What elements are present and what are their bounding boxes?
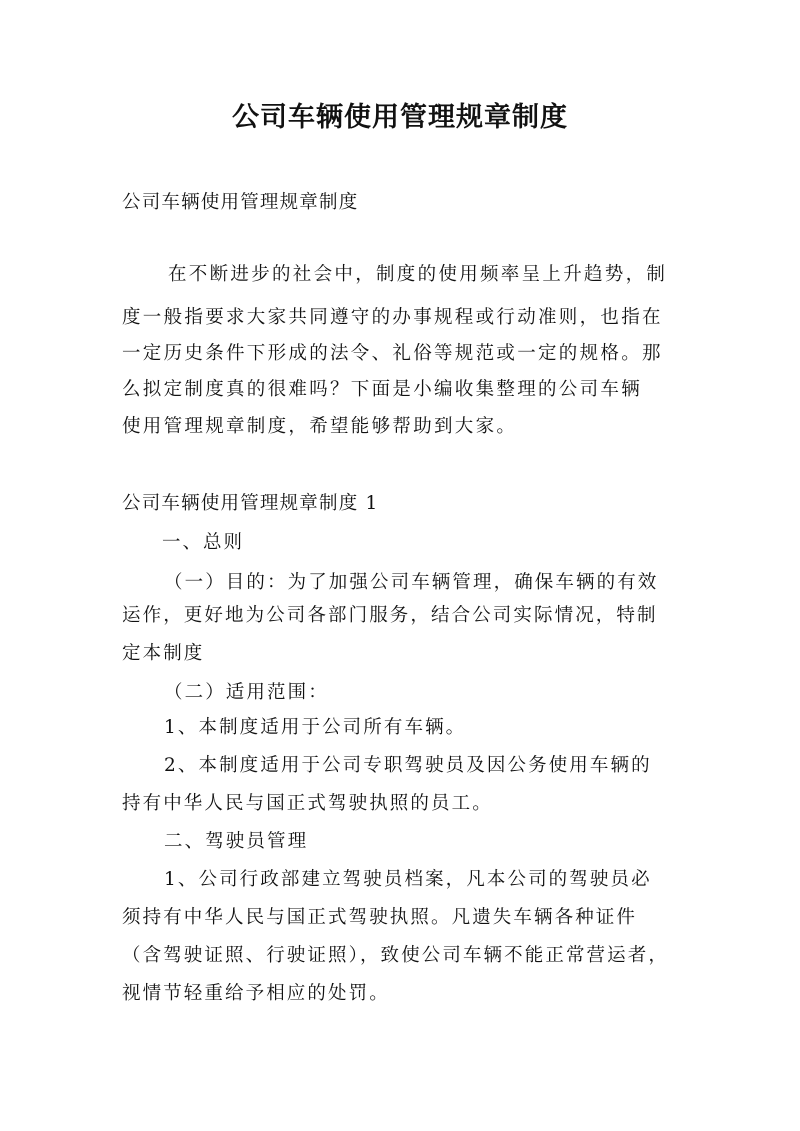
- chapter-heading-driver-management: 二、驾驶员管理: [164, 831, 309, 852]
- body-line: 1、本制度适用于公司所有车辆。: [164, 717, 467, 738]
- document-title: 公司车辆使用管理规章制度: [232, 102, 568, 133]
- section-heading: 公司车辆使用管理规章制度 1: [122, 493, 379, 514]
- body-line: 须持有中华人民与国正式驾驶执照。凡遗失车辆各种证件: [122, 907, 638, 928]
- body-line: 持有中华人民与国正式驾驶执照的员工。: [122, 793, 493, 814]
- document-subtitle: 公司车辆使用管理规章制度: [122, 192, 359, 213]
- intro-line: 在不断进步的社会中，制度的使用频率呈上升趋势，制: [168, 264, 668, 285]
- body-line: 定本制度: [122, 643, 205, 664]
- body-line: 2、本制度适用于公司专职驾驶员及因公务使用车辆的: [164, 755, 652, 776]
- chapter-heading-general: 一、总则: [162, 532, 245, 553]
- body-line: （含驾驶证照、行驶证照），致使公司车辆不能正常营运者，: [122, 945, 669, 966]
- body-line: （二）适用范围：: [164, 682, 329, 703]
- body-line: （一）目的：为了加强公司车辆管理，确保车辆的有效: [164, 572, 659, 593]
- body-line: 运作，更好地为公司各部门服务，结合公司实际情况，特制: [122, 605, 658, 626]
- body-line: 视情节轻重给予相应的处罚。: [122, 983, 390, 1004]
- intro-line: 度一般指要求大家共同遵守的办事规程或行动准则，也指在: [122, 307, 663, 328]
- intro-line: 使用管理规章制度，希望能够帮助到大家。: [122, 416, 518, 437]
- intro-line: 一定历史条件下形成的法令、礼俗等规范或一定的规格。那: [122, 343, 663, 364]
- body-line: 1、公司行政部建立驾驶员档案，凡本公司的驾驶员必: [164, 869, 652, 890]
- intro-line: 么拟定制度真的很难吗？下面是小编收集整理的公司车辆: [122, 379, 643, 400]
